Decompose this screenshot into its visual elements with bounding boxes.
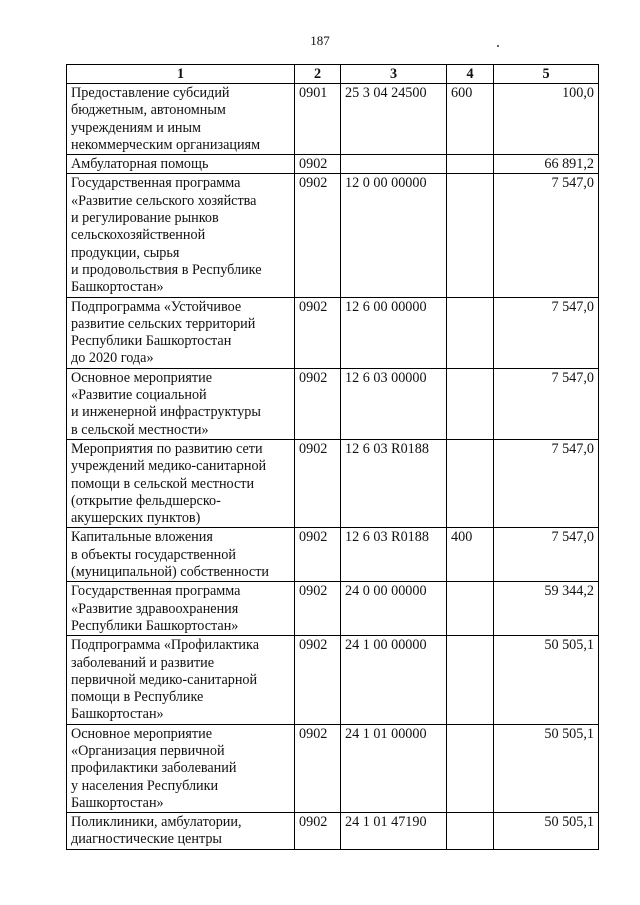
row-name: Основное мероприятие «Организация первичной профилактики заболеваний у населения Республики Башкортостан»	[67, 724, 295, 812]
row-section: 0902	[295, 636, 341, 724]
row-name: Капитальные вложения в объекты государственной (муниципальной) собственности	[67, 528, 295, 582]
row-section: 0902	[295, 174, 341, 297]
row-expense-type: 400	[447, 528, 494, 582]
table-row	[67, 636, 599, 724]
row-expense-type	[447, 582, 494, 636]
table-row	[67, 528, 599, 582]
row-name: Государственная программа «Развитие здравоохранения Республики Башкортостан»	[67, 582, 295, 636]
header-row	[67, 65, 599, 84]
row-target: 12 0 00 00000	[341, 174, 447, 297]
row-section: 0902	[295, 724, 341, 812]
row-section: 0902	[295, 582, 341, 636]
row-section: 0902	[295, 439, 341, 527]
table-row	[67, 84, 599, 155]
table-row	[67, 724, 599, 812]
row-name: Поликлиники, амбулатории, диагностические центры	[67, 813, 295, 850]
row-expense-type	[447, 813, 494, 850]
row-section: 0902	[295, 155, 341, 174]
row-section: 0902	[295, 297, 341, 368]
row-target: 12 6 03 R0188	[341, 439, 447, 527]
row-target: 24 1 01 00000	[341, 724, 447, 812]
table-row	[67, 813, 599, 850]
row-target	[341, 155, 447, 174]
row-amount: 50 505,1	[494, 724, 599, 812]
row-expense-type	[447, 155, 494, 174]
row-target: 12 6 03 R0188	[341, 528, 447, 582]
budget-table	[66, 64, 599, 850]
row-expense-type	[447, 724, 494, 812]
row-name: Предоставление субсидий бюджетным, автономным учреждениям и иным некоммерческим организациям	[67, 84, 295, 155]
row-amount: 7 547,0	[494, 174, 599, 297]
row-name: Подпрограмма «Устойчивое развитие сельских территорий Республики Башкортостан до 2020 года»	[67, 297, 295, 368]
row-amount: 50 505,1	[494, 813, 599, 850]
row-amount: 66 891,2	[494, 155, 599, 174]
row-expense-type: 600	[447, 84, 494, 155]
row-name: Государственная программа «Развитие сельского хозяйства и регулирование рынков сельскохозяйственной продукции, сырья и продовольствия в Республике Башкортостан»	[67, 174, 295, 297]
row-section: 0902	[295, 368, 341, 439]
page-number: 187	[310, 33, 330, 48]
table-row	[67, 297, 599, 368]
header-cell-amount: 5	[494, 65, 599, 84]
row-amount: 59 344,2	[494, 582, 599, 636]
row-section: 0901	[295, 84, 341, 155]
row-target: 12 6 00 00000	[341, 297, 447, 368]
row-amount: 100,0	[494, 84, 599, 155]
header-cell-section: 2	[295, 65, 341, 84]
row-target: 25 3 04 24500	[341, 84, 447, 155]
header-cell-target: 3	[341, 65, 447, 84]
row-amount: 7 547,0	[494, 528, 599, 582]
row-target: 24 1 00 00000	[341, 636, 447, 724]
row-expense-type	[447, 297, 494, 368]
row-expense-type	[447, 174, 494, 297]
row-target: 24 0 00 00000	[341, 582, 447, 636]
scan-speck	[497, 45, 499, 47]
row-section: 0902	[295, 813, 341, 850]
row-expense-type	[447, 368, 494, 439]
table-row	[67, 368, 599, 439]
table-row	[67, 174, 599, 297]
row-target: 12 6 03 00000	[341, 368, 447, 439]
header-cell-name: 1	[67, 65, 295, 84]
row-amount: 7 547,0	[494, 439, 599, 527]
table-row	[67, 582, 599, 636]
header-cell-expense-type: 4	[447, 65, 494, 84]
row-expense-type	[447, 439, 494, 527]
row-name: Подпрограмма «Профилактика заболеваний и развитие первичной медико-санитарной помощи в Республике Башкортостан»	[67, 636, 295, 724]
row-amount: 7 547,0	[494, 297, 599, 368]
row-name: Мероприятия по развитию сети учреждений медико-санитарной помощи в сельской местности (открытие фельдшерско- акушерских пунктов)	[67, 439, 295, 527]
table-row	[67, 155, 599, 174]
row-name: Основное мероприятие «Развитие социальной и инженерной инфраструктуры в сельской местности»	[67, 368, 295, 439]
row-section: 0902	[295, 528, 341, 582]
row-amount: 50 505,1	[494, 636, 599, 724]
row-expense-type	[447, 636, 494, 724]
row-amount: 7 547,0	[494, 368, 599, 439]
row-target: 24 1 01 47190	[341, 813, 447, 850]
row-name: Амбулаторная помощь	[67, 155, 295, 174]
table-row	[67, 439, 599, 527]
